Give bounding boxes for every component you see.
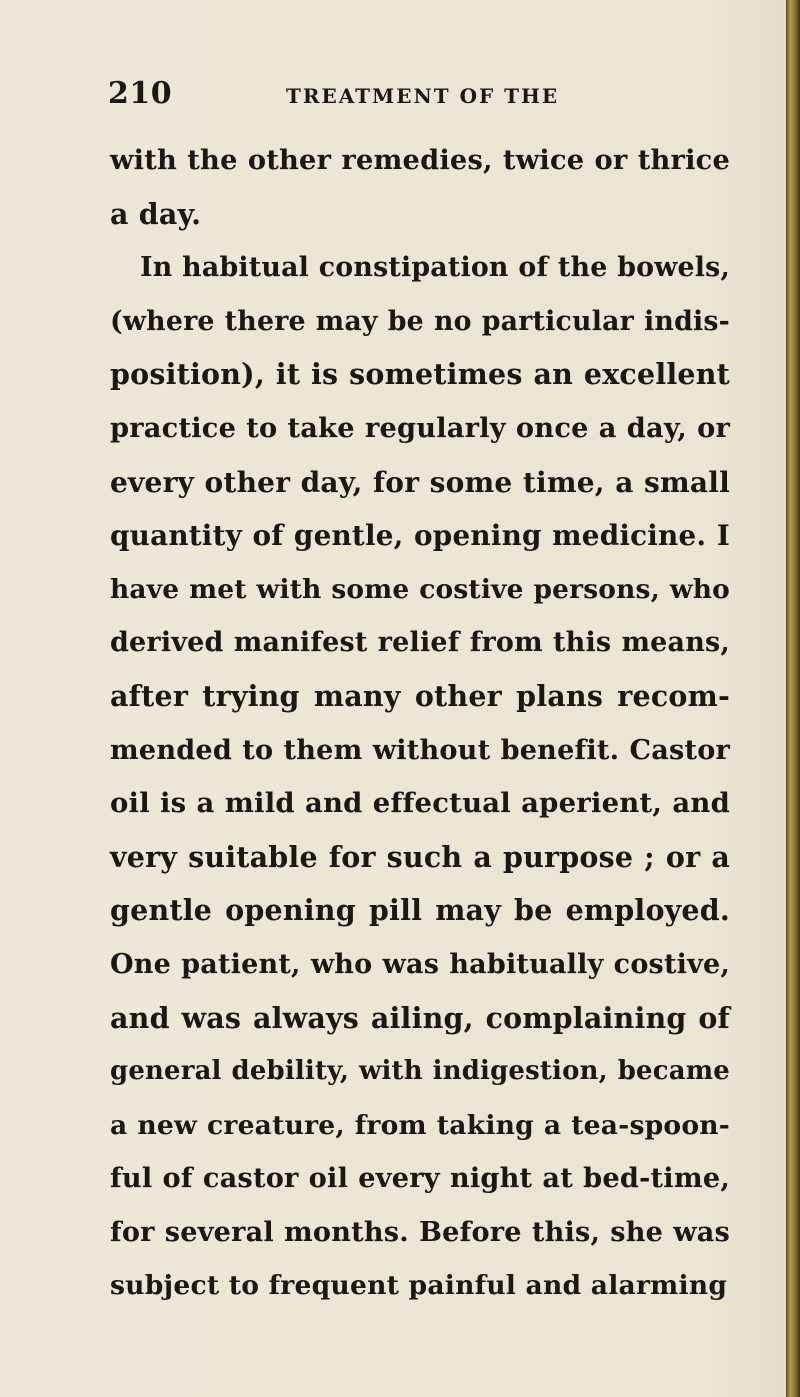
text-line: ful of castor oil every night at bed-time, xyxy=(110,1162,730,1195)
text-line: One patient, who was habitually costive, xyxy=(110,948,730,980)
page-number: 210 xyxy=(108,76,173,111)
text-line: very suitable for such a purpose ; or a xyxy=(110,839,730,874)
text-line: quantity of gentle, opening medicine. I xyxy=(110,519,730,553)
text-line: (where there may be no particular indis- xyxy=(110,305,730,337)
text-line: have met with some costive persons, who xyxy=(110,573,730,605)
text-line: for several months. Before this, she was xyxy=(110,1216,730,1248)
page-header xyxy=(108,76,728,116)
text-line: a day. xyxy=(110,196,202,231)
running-head: TREATMENT OF THE xyxy=(286,84,560,108)
text-line: oil is a mild and effectual aperient, and xyxy=(110,787,730,820)
text-line: In habitual constipation of the bowels, xyxy=(140,252,730,284)
text-line: after trying many other plans recom- xyxy=(110,678,730,713)
text-line: general debility, with indigestion, became xyxy=(110,1056,730,1087)
text-line: subject to frequent painful and alarming xyxy=(110,1270,728,1302)
text-line: every other day, for some time, a small xyxy=(110,465,730,499)
text-line: gentle opening pill may be employed. xyxy=(110,893,730,928)
text-line: a new creature, from taking a tea-spoon- xyxy=(110,1109,730,1141)
text-line: and was always ailing, complaining of xyxy=(110,1000,730,1035)
text-line: derived manifest relief from this means, xyxy=(110,627,730,659)
page-edge xyxy=(786,0,800,1397)
text-line: position), it is sometimes an excellent xyxy=(110,357,730,392)
body-text xyxy=(110,134,730,1313)
text-line: practice to take regularly once a day, or xyxy=(110,411,730,444)
text-line: with the other remedies, twice or thrice xyxy=(110,144,730,176)
text-line: mended to them without benefit. Castor xyxy=(110,734,730,766)
